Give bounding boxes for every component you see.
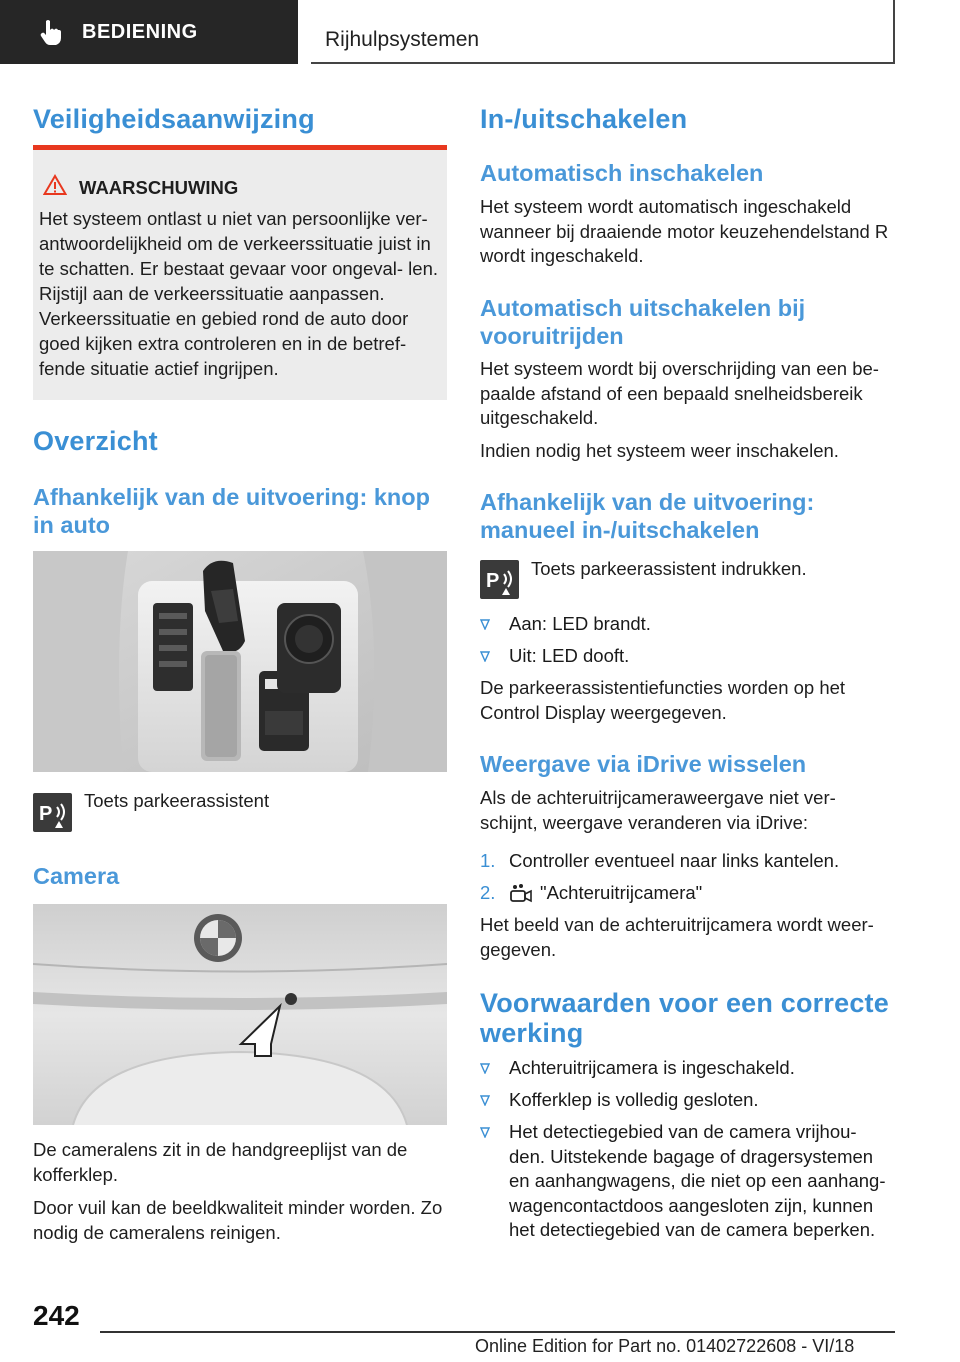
- svg-text:P: P: [39, 803, 53, 825]
- chapter-tab: [311, 0, 895, 64]
- console-photo: [33, 551, 447, 772]
- footer-divider: [100, 1331, 895, 1333]
- trunk-camera-illustration: [33, 904, 447, 1125]
- manual-title: Afhankelijk van de uitvoering: manueel in-/uitschakelen: [480, 489, 815, 543]
- bullet-triangle-icon: [480, 1063, 490, 1074]
- onoff-title: In-/uitschakelen: [480, 104, 688, 134]
- bullet-triangle-icon: [480, 1127, 490, 1138]
- idrive-title: Weergave via iDrive wisselen: [480, 751, 807, 777]
- auto-on-text: Het systeem wordt automatisch ingeschakeld wanneer bij draaiende motor keuzehendelstand R wordt ingeschakeld.: [480, 196, 889, 266]
- section-label: BEDIENING: [82, 20, 198, 43]
- gear-console-illustration: [33, 551, 447, 772]
- section-tab: [0, 0, 298, 64]
- manual-after-text: De parkeerassistentiefuncties worden op het Control Display weergegeven.: [480, 677, 846, 723]
- warning-label: WAARSCHUWING: [79, 177, 239, 198]
- camera-title: Camera: [33, 863, 120, 889]
- edition-text: Online Edition for Part no. 01402722608 - VI/18: [475, 1336, 855, 1356]
- auto-on-title: Automatisch inschakelen: [480, 160, 764, 186]
- auto-off-text: Het systeem wordt bij overschrijding van een be- paalde afstand of een bepaald snelheidsbereik uitgeschakeld.: [480, 358, 879, 428]
- svg-text:P: P: [486, 570, 500, 592]
- bullet-triangle-icon: [480, 619, 490, 630]
- idrive-text: Als de achteruitrijcameraweergave niet ver- schijnt, weergave veranderen via iDrive:: [480, 787, 836, 833]
- bullet-triangle-icon: [480, 651, 490, 662]
- park-assist-button-icon-2: [480, 560, 519, 599]
- warning-box: [33, 145, 447, 400]
- camera-paragraph-2: Door vuil kan de beeldkwaliteit minder worden. Zo nodig de cameralens reinigen.: [33, 1197, 443, 1243]
- overview-title: Overzicht: [33, 426, 158, 456]
- auto-off-text-2: Indien nodig het systeem weer inschakelen.: [480, 440, 839, 461]
- bullet-triangle-icon: [480, 1095, 490, 1106]
- button-caption: Toets parkeerassistent: [84, 790, 270, 811]
- safety-title: Veiligheidsaanwijzing: [33, 104, 315, 134]
- conditions-title: Voorwaarden voor een correcte werking: [480, 988, 889, 1048]
- manual-text: Toets parkeerassistent indrukken.: [531, 558, 807, 579]
- page-number: 242: [33, 1300, 80, 1331]
- park-assist-button-icon: [33, 793, 72, 832]
- idrive-after-text: Het beeld van de achteruitrijcamera wordt weer- gegeven.: [480, 914, 874, 960]
- camera-paragraph-1: De cameralens zit in de handgreeplijst van de kofferklep.: [33, 1139, 408, 1185]
- auto-off-title: Automatisch uitschakelen bij vooruitrijden: [480, 295, 806, 349]
- warning-text: Het systeem ontlast u niet van persoonlijke ver- antwoordelijkheid om de verkeerssituatie juist in te schatten. Er bestaat gevaar voor ongeval- len. Rijstijl aan de verkeerssituatie aanpassen. Verkeerssituatie en gebied rond de auto door goed kijken extra controleren en in de betref- fende situatie actief ingrijpen.: [39, 208, 439, 379]
- warning-triangle-icon: [43, 174, 67, 196]
- chapter-label: Rijhulpsystemen: [325, 28, 480, 51]
- camera-photo: [33, 904, 447, 1125]
- page-header: [0, 0, 960, 66]
- variant-title: Afhankelijk van de uitvoering: knop in auto: [33, 484, 430, 538]
- hand-pointer-icon: [36, 17, 66, 47]
- rear-camera-icon: [509, 883, 533, 905]
